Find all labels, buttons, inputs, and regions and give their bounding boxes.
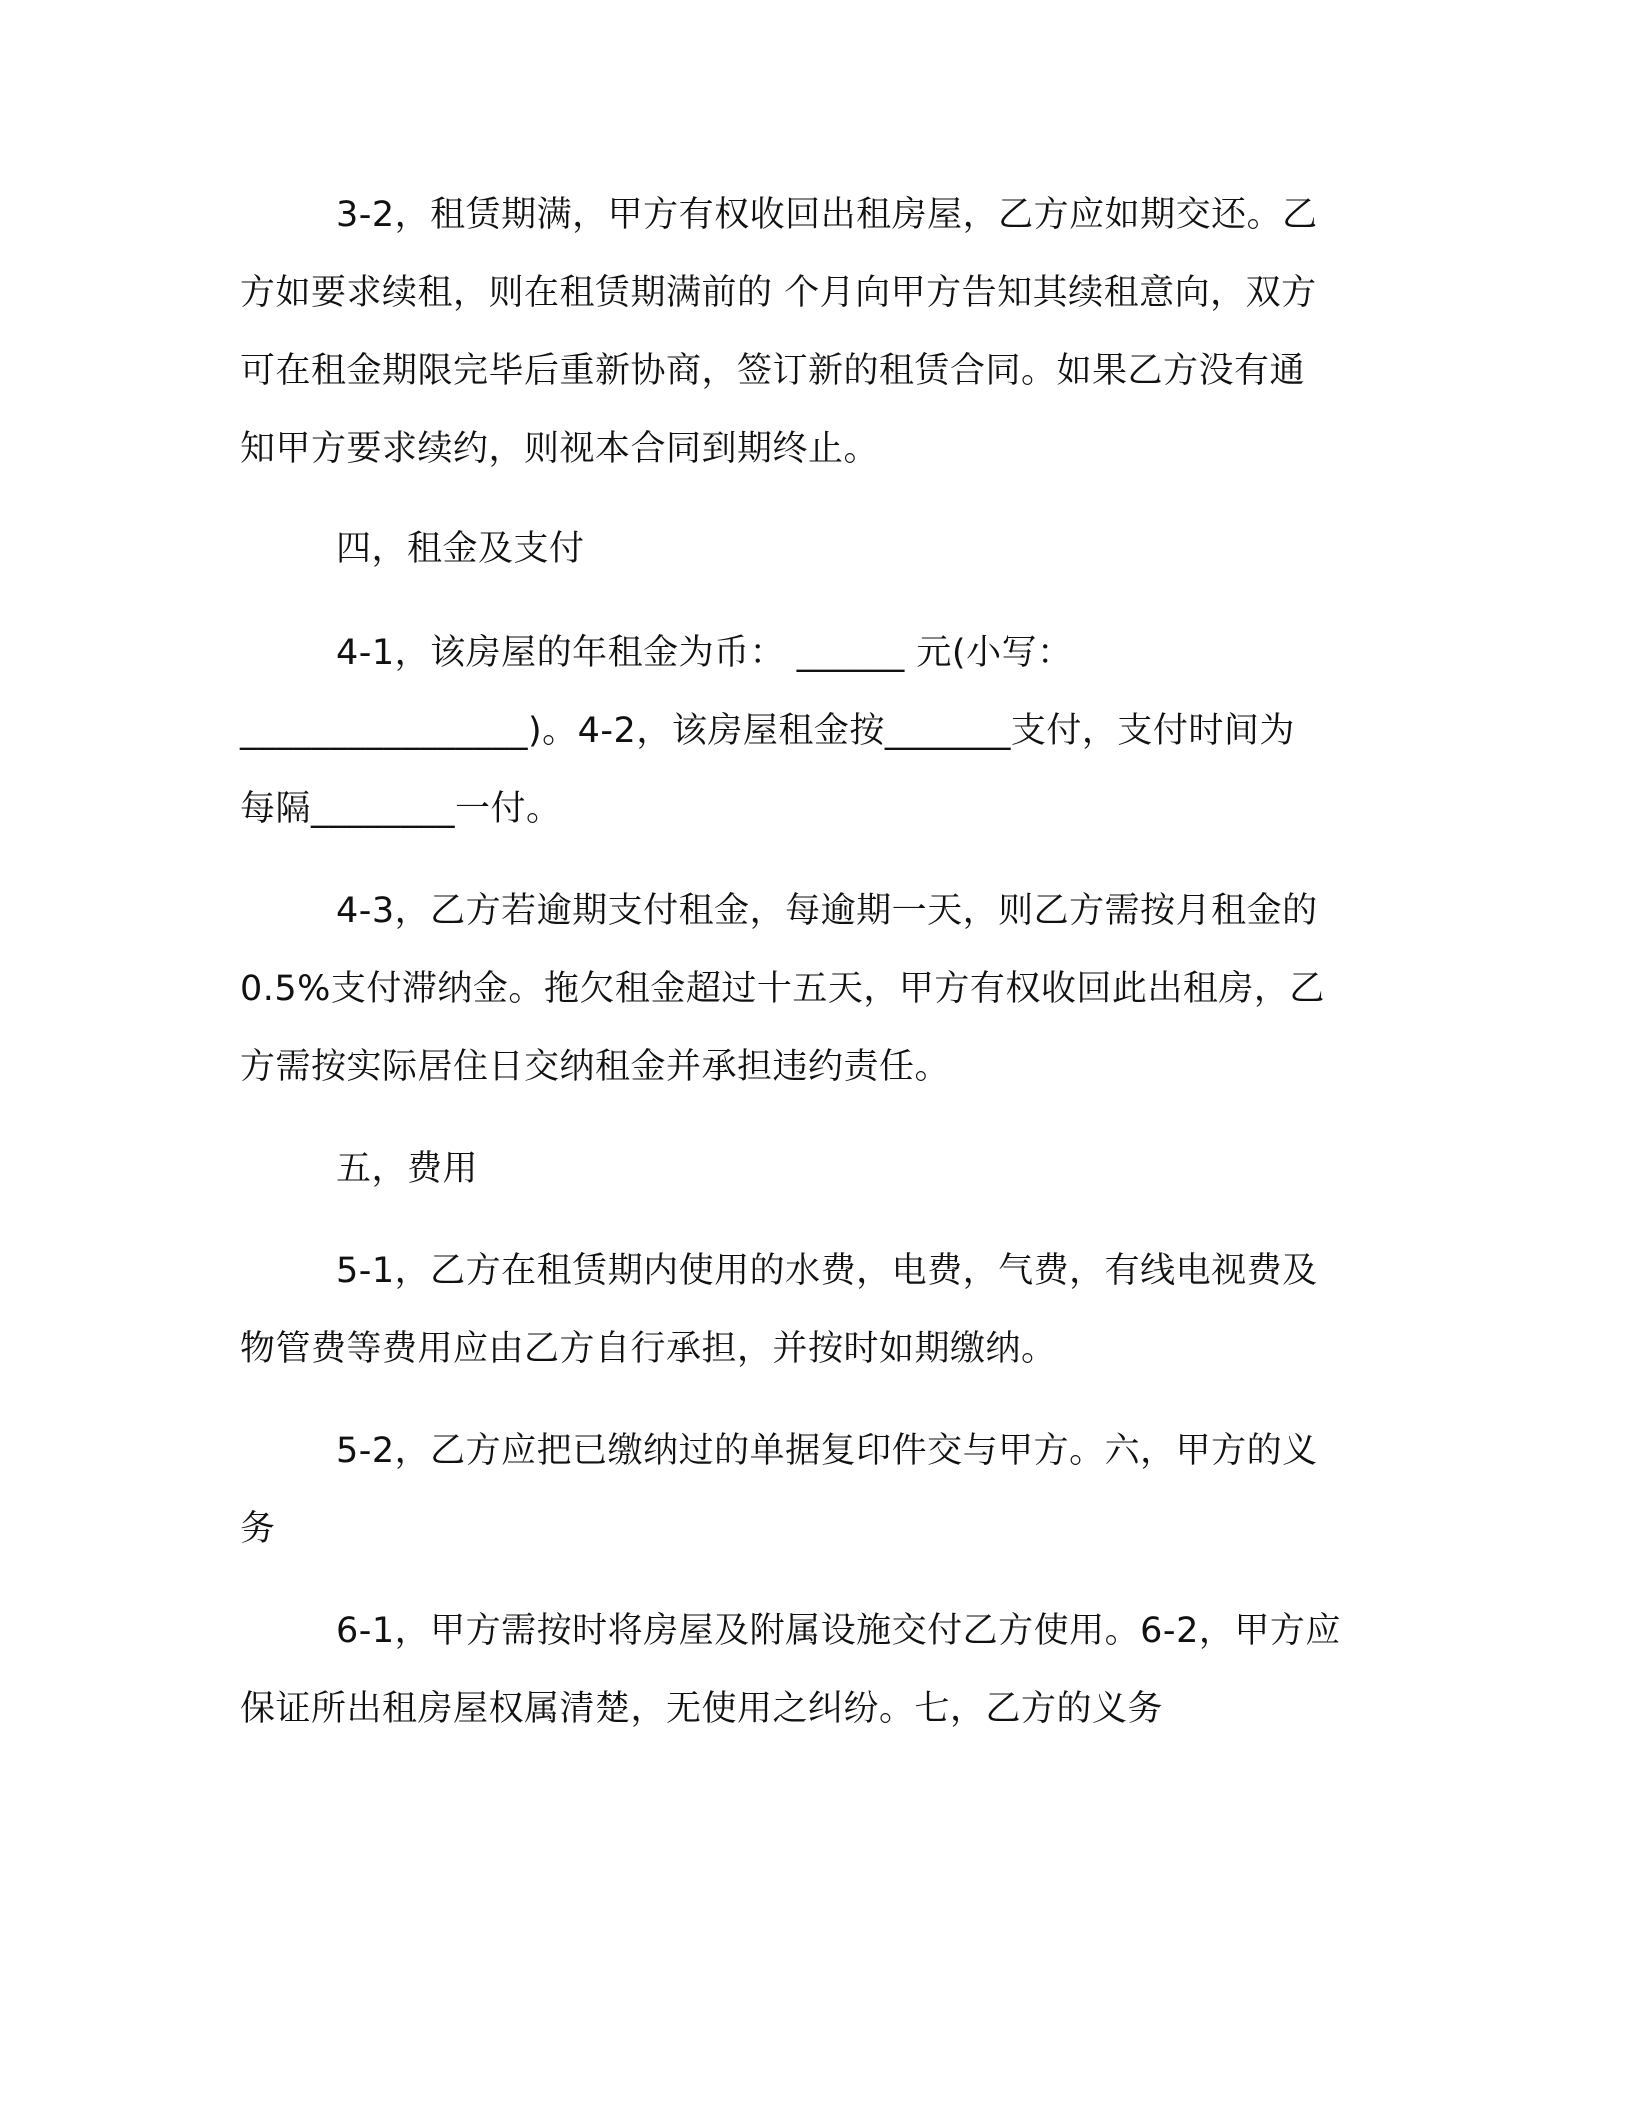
paragraph-6-1: [240, 1592, 1390, 1748]
paragraph-4-1: [240, 614, 1390, 848]
paragraph-line: 4-3，乙方若逾期支付租金，每逾期一天，则乙方需按月租金的: [336, 891, 1318, 931]
paragraph-line: 3-2，租赁期满，甲方有权收回出租房屋，乙方应如期交还。乙: [336, 195, 1318, 235]
section-heading-4: [240, 510, 1390, 588]
paragraph-line: 方需按实际居住日交纳租金并承担违约责任。: [240, 1047, 951, 1087]
paragraph-line: 5-1，乙方在租赁期内使用的水费，电费，气费，有线电视费及: [336, 1251, 1318, 1291]
section-heading-5: [240, 1130, 1390, 1208]
paragraph-line: 0.5%支付滞纳金。拖欠租金超过十五天，甲方有权收回此出租房，乙: [240, 969, 1325, 1009]
paragraph-line: 5-2，乙方应把已缴纳过的单据复印件交与甲方。六，甲方的义: [336, 1431, 1318, 1471]
paragraph-line: 保证所出租房屋权属清楚，无使用之纠纷。七，乙方的义务: [240, 1689, 1164, 1729]
paragraph-line: 物管费等费用应由乙方自行承担，并按时如期缴纳。: [240, 1329, 1057, 1369]
section-heading-text: 五，费用: [336, 1149, 479, 1189]
paragraph-5-2: [240, 1412, 1390, 1568]
paragraph-5-1: [240, 1232, 1390, 1388]
paragraph-3-2: [240, 176, 1390, 488]
paragraph-line: ________________)。4-2，该房屋租金按_______支付，支付时间为: [240, 711, 1295, 751]
section-heading-text: 四，租金及支付: [336, 529, 585, 569]
paragraph-line: 4-1，该房屋的年租金为币： ______ 元(小写：: [336, 633, 1073, 673]
paragraph-line: 6-1，甲方需按时将房屋及附属设施交付乙方使用。6-2，甲方应: [336, 1611, 1341, 1651]
paragraph-line: 务: [240, 1509, 276, 1549]
paragraph-line: 每隔________一付。: [240, 789, 562, 829]
paragraph-line: 知甲方要求续约，则视本合同到期终止。: [240, 429, 880, 469]
paragraph-line: 可在租金期限完毕后重新协商，签订新的租赁合同。如果乙方没有通: [240, 351, 1306, 391]
paragraph-4-3: [240, 872, 1390, 1106]
paragraph-line: 方如要求续租，则在租赁期满前的 个月向甲方告知其续租意向，双方: [240, 273, 1317, 313]
